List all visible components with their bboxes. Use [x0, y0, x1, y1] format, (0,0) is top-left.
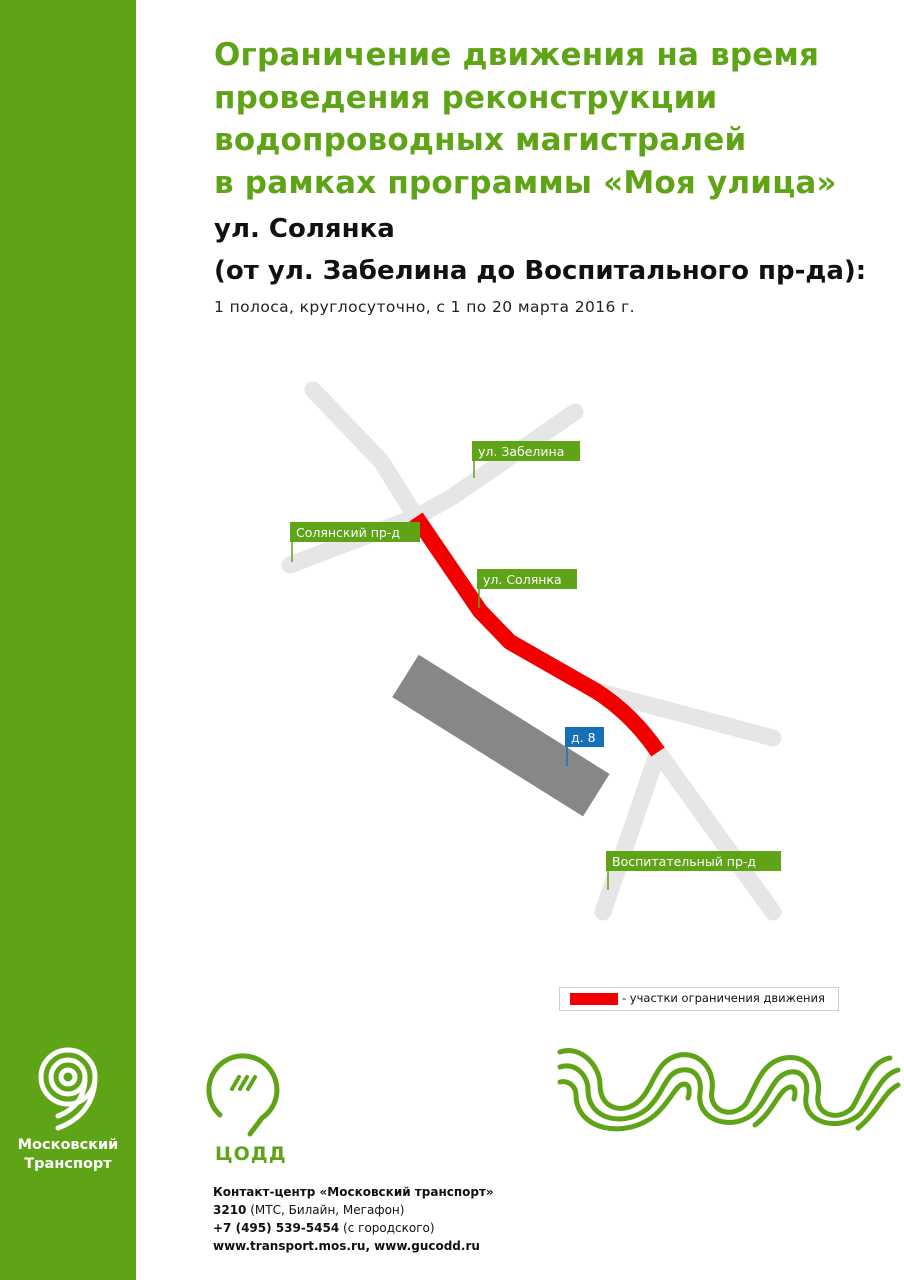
mt-caption-line: Московский: [17, 1137, 119, 1153]
street-name: ул. Солянка: [214, 214, 395, 244]
section-description: (от ул. Забелина до Воспитального пр-да):: [214, 256, 867, 286]
moscow-transport-caption: [0, 1136, 136, 1174]
label-solyansky-text: Солянский пр-д: [296, 525, 400, 540]
legend-label: - участки ограничения движения: [622, 991, 825, 1005]
label-vospitatelny-text: Воспитательный пр-д: [612, 854, 757, 869]
label-house-text: д. 8: [571, 730, 596, 745]
short-number-line: [213, 1201, 494, 1219]
contact-center: Контакт-центр «Московский транспорт»: [213, 1185, 494, 1199]
restriction-details: 1 полоса, круглосуточно, с 1 по 20 марта 2016 г.: [214, 298, 635, 316]
road-vospitatelny: [603, 752, 773, 912]
short-number: 3210: [213, 1203, 247, 1217]
label-solyanka-text: ул. Солянка: [483, 572, 562, 587]
contacts-block: [213, 1183, 494, 1255]
phone-line: [213, 1219, 494, 1237]
title-line: в рамках программы «Моя улица»: [214, 164, 837, 201]
moscow-transport-logo-icon: [41, 1050, 95, 1128]
codd-logo-icon: [209, 1056, 277, 1134]
map-legend: [559, 987, 839, 1011]
title-line: водопроводных магистралей: [214, 122, 747, 158]
label-zabelina-text: ул. Забелина: [478, 444, 565, 459]
decorative-wave-pattern-icon: [560, 1051, 898, 1129]
websites[interactable]: www.transport.mos.ru, www.gucodd.ru: [213, 1239, 480, 1253]
title-line: Ограничение движения на время: [214, 37, 820, 73]
title-line: проведения реконструкции: [214, 79, 718, 116]
phone-note: (с городского): [343, 1221, 435, 1235]
phone-number: +7 (495) 539-5454: [213, 1221, 340, 1235]
short-number-note: (МТС, Билайн, Мегафон): [250, 1203, 405, 1217]
label-solyanka: [477, 569, 577, 608]
codd-name: ЦОДД: [215, 1143, 287, 1165]
legend-red-swatch: [570, 993, 618, 1005]
mt-caption-line: Транспорт: [24, 1156, 112, 1172]
